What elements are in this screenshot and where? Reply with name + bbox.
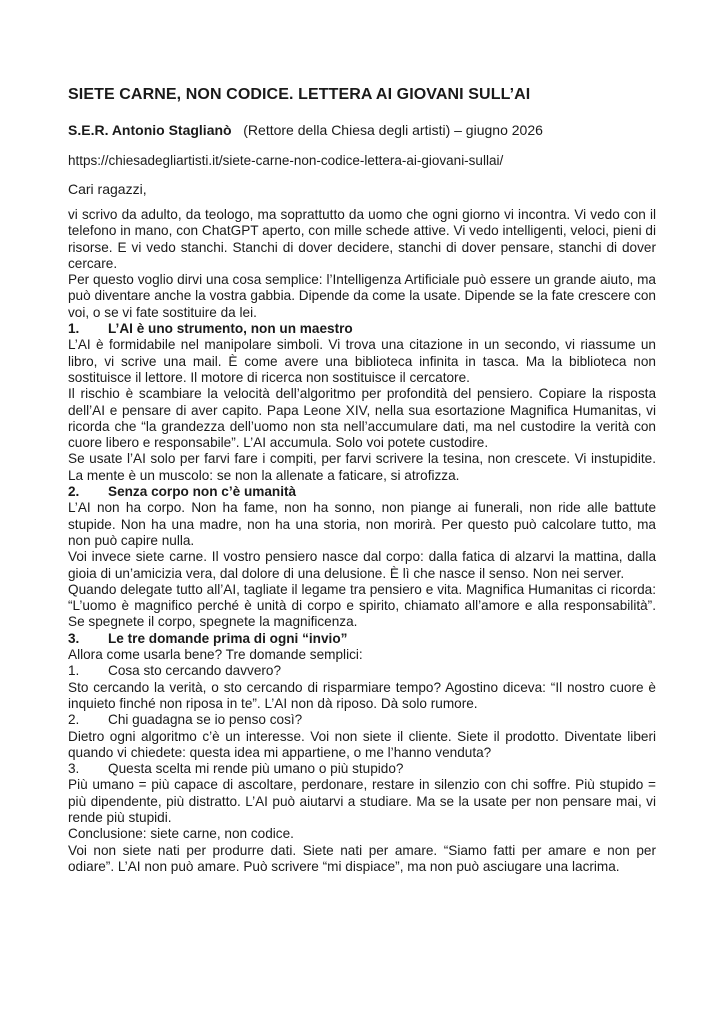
section-heading — [68, 321, 656, 337]
section-heading — [68, 484, 656, 500]
question-text: Cosa sto cercando davvero? — [108, 663, 282, 679]
paragraph: Se usate l’AI solo per farvi fare i compiti, per farvi scrivere la tesina, non crescete. Vi instupidite. La mente è un muscolo: se non la allenate a faticare, si atrofizza. — [68, 451, 656, 483]
paragraph: Il rischio è scambiare la velocità dell’algoritmo per profondità del pensiero. Copiare la risposta dell’AI e pensare di aver capito. Papa Leone XIV, nella sua esortazione Magnifica Humanitas, vi ricorda che “la grandezza dell’uomo non sta nell’accumulare dati, ma nel custodire la verità con cuore libero e responsabile”. L’AI accumula. Solo voi potete custodire. — [68, 386, 656, 451]
document-title: SIETE CARNE, NON CODICE. LETTERA AI GIOVANI SULL’AI — [68, 86, 531, 103]
paragraph: Sto cercando la verità, o sto cercando di risparmiare tempo? Agostino diceva: “Il nostro cuore è inquieto finché non riposa in te”. L’AI non dà riposo. Dà solo rumore. — [68, 679, 656, 711]
source-url: https://chiesadegliartisti.it/siete-carne-non-codice-lettera-ai-giovani-sullai/ — [68, 153, 504, 168]
section-number: 3. — [68, 630, 80, 646]
author-name: S.E.R. Antonio Staglianò — [68, 122, 232, 138]
greeting: Cari ragazzi, — [68, 181, 147, 197]
paragraph: Allora come usarla bene? Tre domande semplici: — [68, 647, 363, 663]
question-number: 1. — [68, 663, 80, 679]
question-number: 2. — [68, 712, 80, 728]
question-text: Chi guadagna se io penso così? — [108, 712, 303, 728]
paragraph: Dietro ogni algoritmo c’è un interesse. Voi non siete il cliente. Siete il prodotto. Diventate liberi quando vi chiedete: questa idea mi appartiene, o me l’hanno venduta? — [68, 728, 656, 760]
author-role: (Rettore della Chiesa degli artisti) – giugno 2026 — [243, 122, 543, 138]
section-title: L’AI è uno strumento, non un maestro — [108, 321, 353, 337]
paragraph: L’AI è formidabile nel manipolare simboli. Vi trova una citazione in un secondo, vi riassume un libro, vi scrive una mail. È come avere una biblioteca infinita in tasca. Ma la biblioteca non sostituisce il lettore. Il motore di ricerca non sostituisce il cercatore. — [68, 337, 656, 385]
paragraph: Conclusione: siete carne, non codice. — [68, 826, 294, 842]
paragraph: Quando delegate tutto all’AI, tagliate il legame tra pensiero e vita. Magnifica Humanitas ci ricorda: “L’uomo è magnifico perché è unità di corpo e spirito, chiamato all’amore e alla responsabilità”. Se spegnete il corpo, spegnete la magnificenza. — [68, 581, 656, 630]
question-text: Questa scelta mi rende più umano o più stupido? — [108, 761, 404, 777]
question-item — [68, 663, 656, 679]
paragraph: L’AI non ha corpo. Non ha fame, non ha sonno, non piange ai funerali, non ride alle battute stupide. Non ha una madre, non ha una storia, non morirà. Per questo può calcolare tutto, ma non può capire nulla. — [68, 500, 656, 548]
paragraph: Voi non siete nati per produrre dati. Siete nati per amare. “Siamo fatti per amare e non per odiare”. L’AI non può amare. Può scrivere “mi dispiace”, ma non può asciugare una lacrima. — [68, 842, 656, 874]
section-heading — [68, 631, 656, 647]
section-number: 1. — [68, 321, 80, 337]
question-item — [68, 761, 656, 777]
paragraph: Per questo voglio dirvi una cosa semplice: l’Intelligenza Artificiale può essere un grande aiuto, ma può diventare anche la vostra gabbia. Dipende da come la usate. Dipende se la fate crescere con voi, o se vi fate sostituire da lei. — [68, 272, 656, 320]
paragraph: Voi invece siete carne. Il vostro pensiero nasce dal corpo: dalla fatica di alzarvi la mattina, dalla gioia di un’amicizia vera, dal dolore di una delusione. È lì che nasce il senso. Non nei server. — [68, 549, 656, 581]
section-number: 2. — [68, 484, 80, 500]
section-title: Le tre domande prima di ogni “invio” — [108, 630, 348, 646]
paragraph: vi scrivo da adulto, da teologo, ma soprattutto da uomo che ogni giorno vi incontra. Vi vedo con il telefono in mano, con ChatGPT aperto, con mille schede attive. Vi vedo intelligenti, veloci, pieni di risorse. E vi vedo stanchi. Stanchi di dover decidere, stanchi di dover pensare, stanchi di dover cercare. — [68, 207, 656, 271]
paragraph: Più umano = più capace di ascoltare, perdonare, restare in silenzio con chi soffre. Più stupido = più dipendente, più distratto. L’AI può aiutarvi a studiare. Ma se la usate per non pensare mai, vi rende più stupidi. — [68, 777, 656, 825]
question-item — [68, 712, 656, 728]
letter-body — [68, 207, 656, 875]
section-title: Senza corpo non c’è umanità — [108, 484, 297, 500]
byline — [68, 122, 543, 138]
question-number: 3. — [68, 761, 80, 777]
